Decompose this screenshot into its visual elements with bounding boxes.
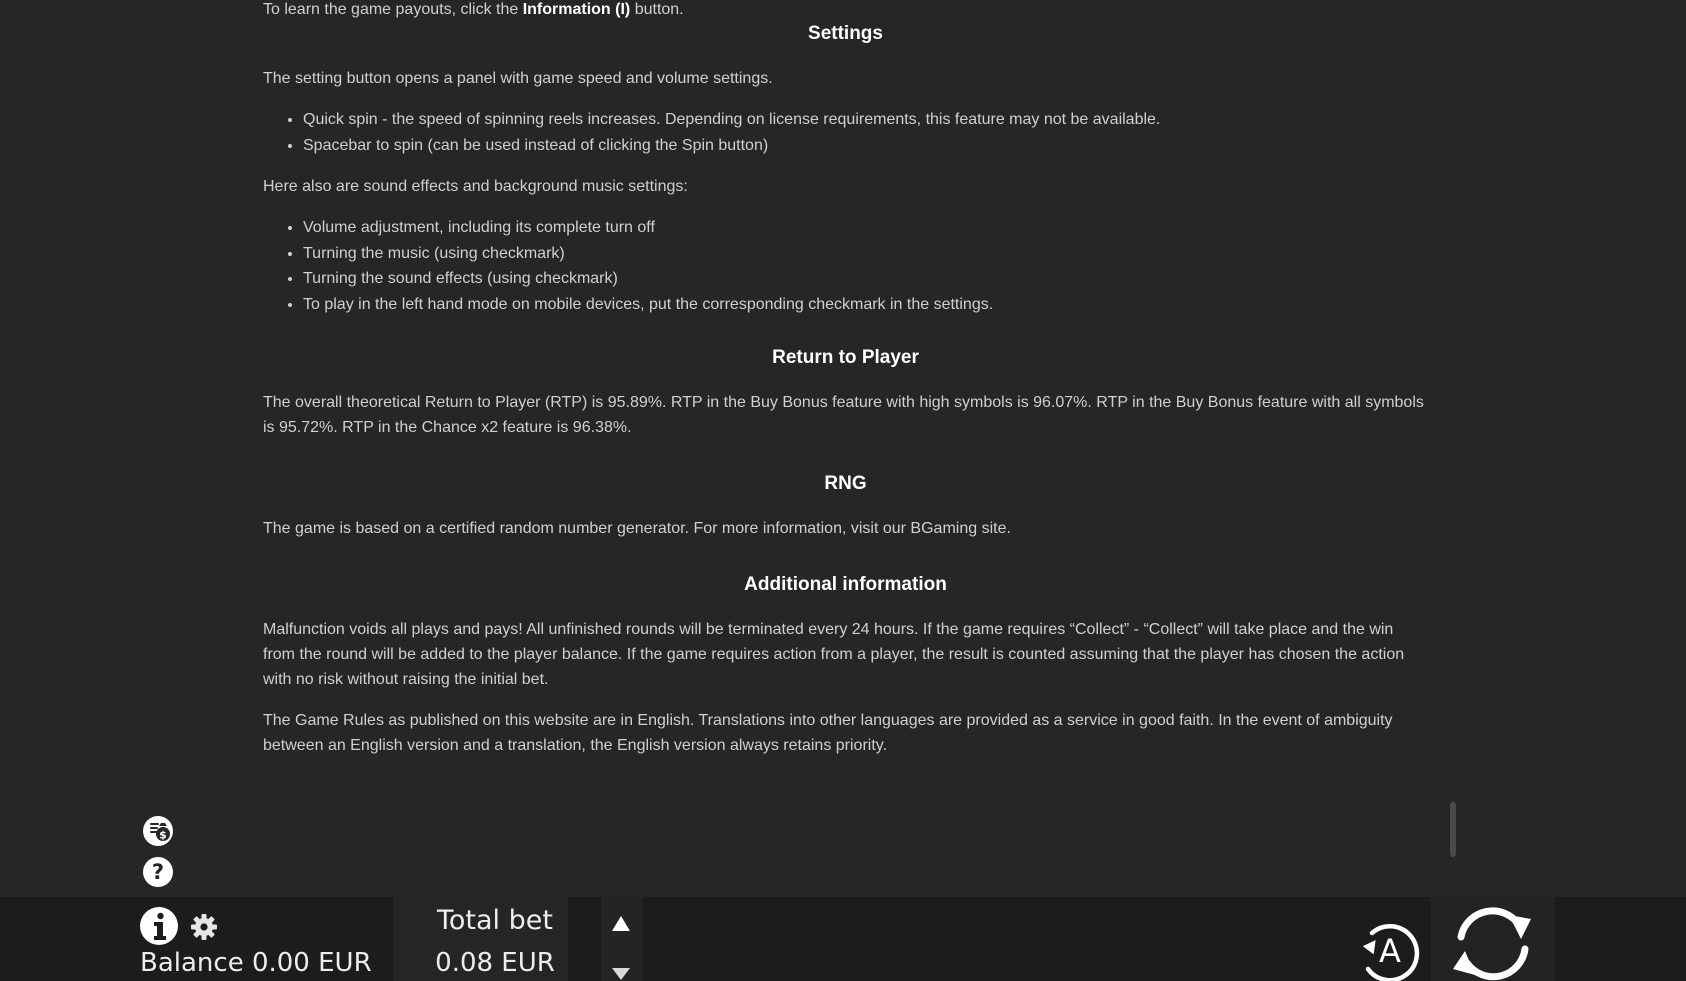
settings-heading: Settings	[808, 23, 883, 44]
money-bag-icon[interactable]	[142, 815, 174, 847]
gear-icon[interactable]	[190, 913, 218, 941]
info-icon[interactable]	[139, 906, 179, 946]
game-rules-content	[263, 0, 1428, 880]
autoplay-label: A	[1379, 932, 1401, 970]
list-item: • Spacebar to spin (can be used instead of clicking the Spin button)	[303, 133, 1428, 159]
list-item: • Quick spin - the speed of spinning reels increases. Depending on license requirements, this feature may not be available.	[303, 107, 1428, 133]
rng-heading: RNG	[824, 473, 867, 494]
settings-paragraph: The setting button opens a panel with game speed and volume settings.	[263, 70, 773, 87]
svg-text:?: ?	[151, 860, 165, 884]
total-bet-label: Total bet	[437, 905, 553, 936]
list-item: • To play in the left hand mode on mobile devices, put the corresponding checkmark in the settings.	[303, 292, 1428, 318]
list-item: • Turning the music (using checkmark)	[303, 241, 1428, 267]
malfunction-paragraph: Malfunction voids all plays and pays! All unfinished rounds will be terminated every 24 hours. If the game requires “Collect” - “Collect” will take place and the win from the round will be added to the player balance. If the game requires action from a player, the result is counted assuming that the player has chosen the action with no risk without raising the initial bet.	[263, 621, 1405, 688]
additional-info-heading: Additional information	[744, 574, 947, 595]
spin-arrows-icon[interactable]	[1447, 905, 1539, 981]
list-item: • Volume adjustment, including its complete turn off	[303, 215, 1428, 241]
rtp-heading: Return to Player	[772, 347, 919, 368]
settings-list	[263, 107, 1428, 158]
rtp-paragraph: The overall theoretical Return to Player (RTP) is 95.89%. RTP in the Buy Bonus feature with high symbols is 96.07%. RTP in the Buy Bonus feature with all symbols is 95.72%. RTP in the Chance x2 feature is 96.38%.	[263, 394, 1424, 436]
scrollbar-thumb[interactable]	[1450, 802, 1456, 857]
question-icon[interactable]	[142, 856, 174, 888]
triangle-down-icon[interactable]	[611, 967, 631, 981]
sound-settings-list	[263, 215, 1428, 317]
total-bet-value: 0.08 EUR	[435, 948, 555, 978]
language-paragraph: The Game Rules as published on this website are in English. Translations into other languages are provided as a service in good faith. In the event of ambiguity between an English version and a translation, the English version always retains priority.	[263, 712, 1393, 754]
rng-paragraph: The game is based on a certified random number generator. For more information, visit our BGaming site.	[263, 520, 1011, 537]
svg-text:$: $	[159, 828, 167, 842]
information-button-reference: Information (I)	[522, 1, 631, 18]
intro-text: To learn the game payouts, click the Information (I) button.	[263, 1, 684, 18]
list-item: • Turning the sound effects (using checkmark)	[303, 266, 1428, 292]
triangle-up-icon[interactable]	[611, 915, 631, 932]
balance-display: Balance 0.00 EUR	[140, 948, 372, 978]
autoplay-button[interactable]	[1356, 919, 1422, 981]
sound-settings-paragraph: Here also are sound effects and background music settings:	[263, 178, 688, 195]
